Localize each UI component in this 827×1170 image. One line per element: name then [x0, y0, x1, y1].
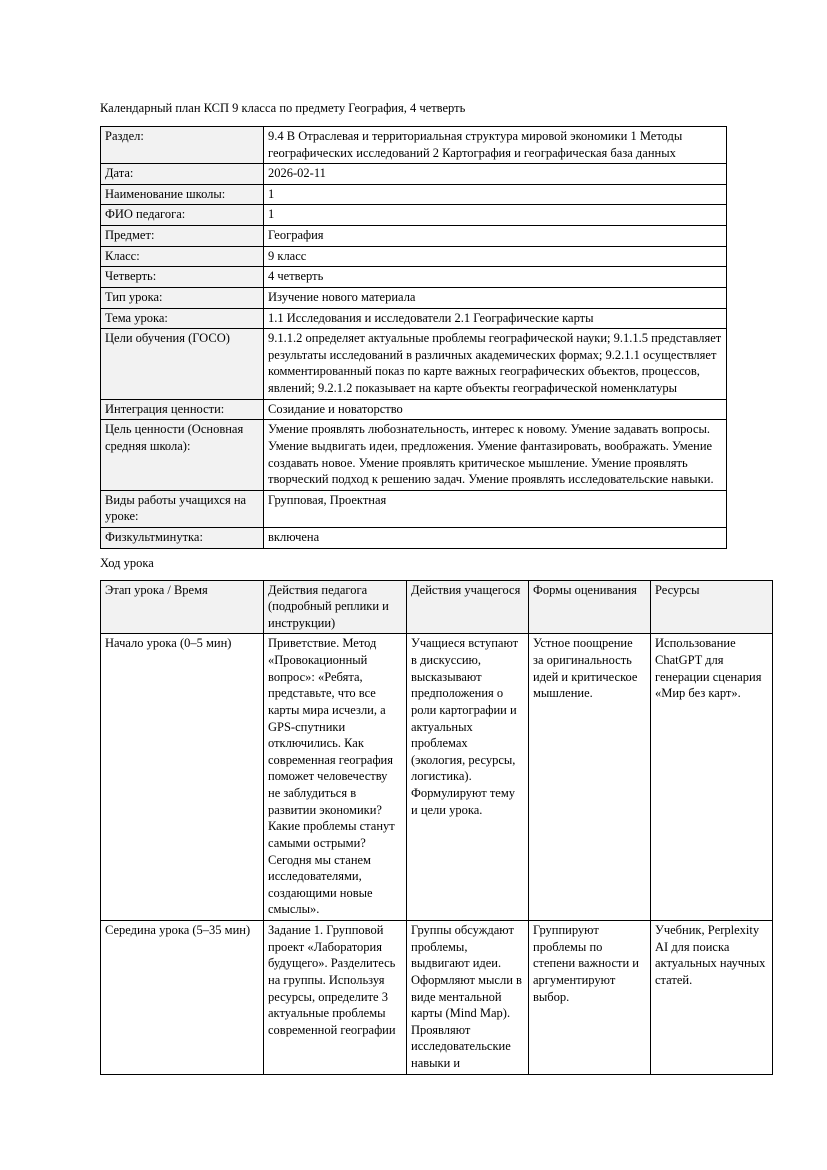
cell-assessment: Группируют проблемы по степени важности и аргументируют выбор. [529, 921, 651, 1075]
table-row [101, 308, 727, 329]
cell-stage: Начало урока (0–5 мин) [101, 634, 264, 921]
table-row [101, 634, 773, 921]
column-header-assessment: Формы оценивания [529, 580, 651, 634]
table-row [101, 329, 727, 400]
info-value: 9 класс [264, 246, 727, 267]
lesson-table-header [101, 580, 773, 634]
table-row [101, 126, 727, 163]
table-row [101, 528, 727, 549]
cell-assessment: Устное поощрение за оригинальность идей и критическое мышление. [529, 634, 651, 921]
page-bottom-spacer [100, 1075, 727, 1105]
table-row [101, 399, 727, 420]
info-label: Тип урока: [101, 287, 264, 308]
cell-student-actions: Учащиеся вступают в дискуссию, высказывают предположения о роли картографии и актуальных проблемах (экология, ресурсы, логистика). Формулируют тему и цели урока. [407, 634, 529, 921]
info-label: ФИО педагога: [101, 205, 264, 226]
lesson-info-table [100, 126, 727, 549]
info-value: Умение проявлять любознательность, интерес к новому. Умение задавать вопросы. Умение выдвигать идеи, предложения. Умение фантазировать, воображать. Умение создавать новое. Умение проявлять критическое мышление. Умение проявлять творческий подход к решению задач. Умение проявлять исследовательские навыки. [264, 420, 727, 491]
info-label: Дата: [101, 164, 264, 185]
info-table-body [101, 126, 727, 548]
info-value: включена [264, 528, 727, 549]
column-header-student-actions: Действия учащегося [407, 580, 529, 634]
info-label: Класс: [101, 246, 264, 267]
lesson-table-body [101, 634, 773, 1074]
info-value: 1 [264, 205, 727, 226]
page-title: Календарный план КСП 9 класса по предмету География, 4 четверть [100, 101, 466, 115]
info-value: 4 четверть [264, 267, 727, 288]
info-value: Созидание и новаторство [264, 399, 727, 420]
lesson-flow-table [100, 580, 773, 1075]
info-label: Раздел: [101, 126, 264, 163]
info-value: 2026-02-11 [264, 164, 727, 185]
cell-resources: Использование ChatGPT для генерации сценария «Мир без карт». [651, 634, 773, 921]
table-row [101, 420, 727, 491]
table-row [101, 921, 773, 1075]
info-label: Тема урока: [101, 308, 264, 329]
info-value: География [264, 226, 727, 247]
table-row [101, 267, 727, 288]
info-value: 9.4 В Отраслевая и территориальная структура мировой экономики 1 Методы географических исследований 2 Картография и географическая база данных [264, 126, 727, 163]
table-row [101, 226, 727, 247]
table-row [101, 184, 727, 205]
column-header-resources: Ресурсы [651, 580, 773, 634]
column-header-teacher-actions: Действия педагога (подробный реплики и инструкции) [264, 580, 407, 634]
cell-teacher-actions: Задание 1. Групповой проект «Лаборатория будущего». Разделитесь на группы. Используя ресурсы, определите 3 актуальные проблемы современной географии [264, 921, 407, 1075]
table-row [101, 490, 727, 527]
info-value: 9.1.1.2 определяет актуальные проблемы географической науки; 9.1.1.5 представляет результаты исследований в различных академических формах; 9.2.1.1 осуществляет комментированный показ по карте важных географических объектов, процессов, явлений; 9.2.1.2 показывает на карте объекты географической номенклатуры [264, 329, 727, 400]
section-caption: Ход урока [100, 555, 154, 570]
cell-resources: Учебник, Perplexity AI для поиска актуальных научных статей. [651, 921, 773, 1075]
table-header-row [101, 580, 773, 634]
table-row [101, 164, 727, 185]
cell-stage: Середина урока (5–35 мин) [101, 921, 264, 1075]
column-header-stage: Этап урока / Время [101, 580, 264, 634]
info-value: 1.1 Исследования и исследователи 2.1 Географические карты [264, 308, 727, 329]
info-label: Интеграция ценности: [101, 399, 264, 420]
info-value: Изучение нового материала [264, 287, 727, 308]
info-label: Наименование школы: [101, 184, 264, 205]
table-row [101, 287, 727, 308]
info-label: Четверть: [101, 267, 264, 288]
table-row [101, 246, 727, 267]
cell-teacher-actions: Приветствие. Метод «Провокационный вопрос»: «Ребята, представьте, что все карты мира исчезли, а GPS-спутники отключились. Как современная география поможет человечеству не заблудиться в развитии экономики? Какие проблемы станут самыми острыми? Сегодня мы станем исследователями, создающими новые смыслы». [264, 634, 407, 921]
cell-student-actions: Группы обсуждают проблемы, выдвигают идеи. Оформляют мысли в виде ментальной карты (Mind Map). Проявляют исследовательские навыки и [407, 921, 529, 1075]
info-label: Предмет: [101, 226, 264, 247]
table-row [101, 205, 727, 226]
info-label: Физкультминутка: [101, 528, 264, 549]
info-label: Цели обучения (ГОСО) [101, 329, 264, 400]
info-label: Виды работы учащихся на уроке: [101, 490, 264, 527]
info-value: 1 [264, 184, 727, 205]
info-label: Цель ценности (Основная средняя школа): [101, 420, 264, 491]
info-value: Групповая, Проектная [264, 490, 727, 527]
